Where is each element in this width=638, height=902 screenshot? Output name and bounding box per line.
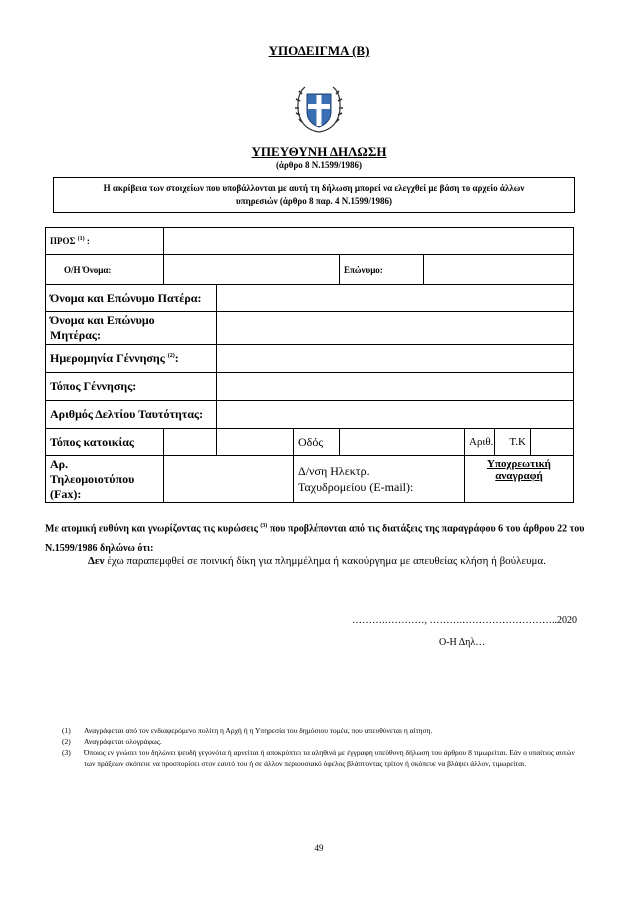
required-note: Υποχρεωτική αναγραφή — [487, 458, 551, 482]
recipient-field[interactable] — [164, 228, 574, 255]
footnote-number: (2) — [62, 737, 71, 746]
recipient-colon: : — [86, 236, 90, 246]
footnote-item — [62, 736, 582, 747]
fax-field[interactable] — [164, 456, 294, 503]
footnote-text: Αναγράφεται ολογράφως. — [84, 737, 162, 746]
fax-label-line-1: Αρ. — [50, 456, 69, 471]
fax-label-line-2: Τηλεομοιοτύπου — [50, 471, 135, 486]
notice-line-2: υπηρεσιών (άρθρο 8 παρ. 4 Ν.1599/1986) — [235, 196, 393, 206]
father-name-label: Όνομα και Επώνυμο Πατέρα: — [46, 285, 217, 312]
recipient-label-cell — [46, 228, 164, 255]
row-residence — [46, 429, 574, 456]
last-name-label: Επώνυμο: — [340, 255, 424, 285]
birth-date-label: Ημερομηνία Γέννησης — [50, 351, 165, 365]
postal-code-field[interactable] — [531, 429, 574, 456]
postal-code-label: Τ.Κ — [495, 429, 531, 456]
email-label-cell — [294, 456, 465, 503]
id-number-label: Αριθμός Δελτίου Ταυτότητας: — [46, 401, 217, 429]
recipient-footnote-ref: (1) — [77, 236, 85, 242]
recipient-label: ΠΡΟΣ — [50, 236, 76, 246]
birth-place-field[interactable] — [217, 373, 574, 401]
street-label: Οδός — [294, 429, 340, 456]
footnote-text: Αναγράφεται από τον ενδιαφερόμενο πολίτη η Αρχή ή η Υπηρεσία του δημόσιου τομέα, που απευθύνεται η αίτηση. — [84, 726, 433, 735]
declaration-rest: έχω παραπεμφθεί σε ποινική δίκη για πλημμέλημα ή κακούργημα με απευθείας κλήση ή βούλευμα. — [107, 555, 546, 567]
first-name-label: Ο/Η Όνομα: — [46, 255, 164, 285]
street-field[interactable] — [340, 429, 465, 456]
birth-date-field[interactable] — [217, 345, 574, 373]
footnote-number: (1) — [62, 726, 71, 735]
row-birth-date — [46, 345, 574, 373]
first-name-field[interactable] — [164, 255, 340, 285]
fax-label-line-3: (Fax): — [50, 486, 82, 501]
row-mother — [46, 312, 574, 345]
accuracy-notice-box — [53, 177, 575, 213]
footnote-number: (3) — [62, 748, 71, 757]
email-label-line-1: Δ/νση Ηλεκτρ. — [298, 464, 370, 478]
birth-date-label-cell — [46, 345, 217, 373]
page-number: 49 — [314, 843, 324, 853]
birth-place-label: Τόπος Γέννησης: — [46, 373, 217, 401]
mother-name-field[interactable] — [217, 312, 574, 345]
birth-date-footnote-ref: (2) — [167, 353, 175, 359]
birth-date-colon: : — [174, 351, 179, 365]
notice-line-1: Η ακρίβεια των στοιχείων που υποβάλλονται με αυτή τη δήλωση μπορεί να ελεγχθεί με βάση το αρχείο άλλων — [103, 183, 525, 193]
residence-extra-field[interactable] — [217, 429, 294, 456]
fax-label-cell — [46, 456, 164, 503]
residence-field[interactable] — [164, 429, 217, 456]
footnote-item — [62, 747, 582, 769]
footnote-text: Όποιος εν γνώσει του δηλώνει ψευδή γεγονότα ή αρνείται ή αποκρύπτει τα αληθινά με έγγραφη υπεύθυνη δήλωση του άρθρου 8 τιμωρείται. Εάν ο υπαίτιος αυτών των πράξεων σκόπευε να προσπορίσει στον εαυτό του ή σε άλλον περιουσιακό όφελος βλάπτοντας τρίτον ή σκόπευε να βλάψει άλλον, τιμωρείται. — [84, 748, 575, 768]
row-recipient — [46, 228, 574, 255]
mother-name-label-line-1: Όνομα και Επώνυμο — [50, 313, 155, 327]
last-name-field[interactable] — [424, 255, 574, 285]
footnote-item — [62, 725, 582, 736]
footnotes — [62, 725, 582, 769]
mother-name-label-line-2: Μητέρας: — [50, 328, 101, 342]
email-field[interactable] — [465, 456, 574, 503]
row-father — [46, 285, 574, 312]
row-names — [46, 255, 574, 285]
residence-label: Τόπος κατοικίας — [46, 429, 164, 456]
mother-name-label-cell — [46, 312, 217, 345]
declaration-bold-word: Δεν — [88, 555, 105, 567]
signer-label: Ο-Η Δηλ… — [439, 637, 486, 648]
row-id-number — [46, 401, 574, 429]
statement-footnote-ref: (3) — [260, 523, 268, 529]
document-title: ΥΠΕΥΘΥΝΗ ΔΗΛΩΣΗ — [251, 144, 387, 159]
place-date-line: ……….…………, ……….………………………..2020 — [352, 615, 577, 626]
statement-part-2: που προβλέπονται από τις διατάξεις της παραγράφου 6 του άρθρου 22 του Ν.1599/1986 δηλώνω ότι: — [45, 523, 585, 555]
sample-title: ΥΠΟΔΕΙΓΜΑ (Β) — [268, 43, 370, 58]
id-number-field[interactable] — [217, 401, 574, 429]
declaration-form-table — [45, 227, 574, 503]
liability-statement — [45, 516, 593, 559]
greek-coat-of-arms-emblem — [292, 82, 346, 136]
document-subtitle: (άρθρο 8 Ν.1599/1986) — [275, 160, 363, 170]
row-fax-email — [46, 456, 574, 503]
father-name-field[interactable] — [217, 285, 574, 312]
email-label-line-2: Ταχυδρομείου (E-mail): — [298, 480, 414, 494]
statement-part-1: Με ατομική ευθύνη και γνωρίζοντας τις κυρώσεις — [45, 523, 258, 535]
row-birth-place — [46, 373, 574, 401]
street-number-label: Αριθ. — [465, 429, 495, 456]
declaration-text — [88, 555, 608, 567]
